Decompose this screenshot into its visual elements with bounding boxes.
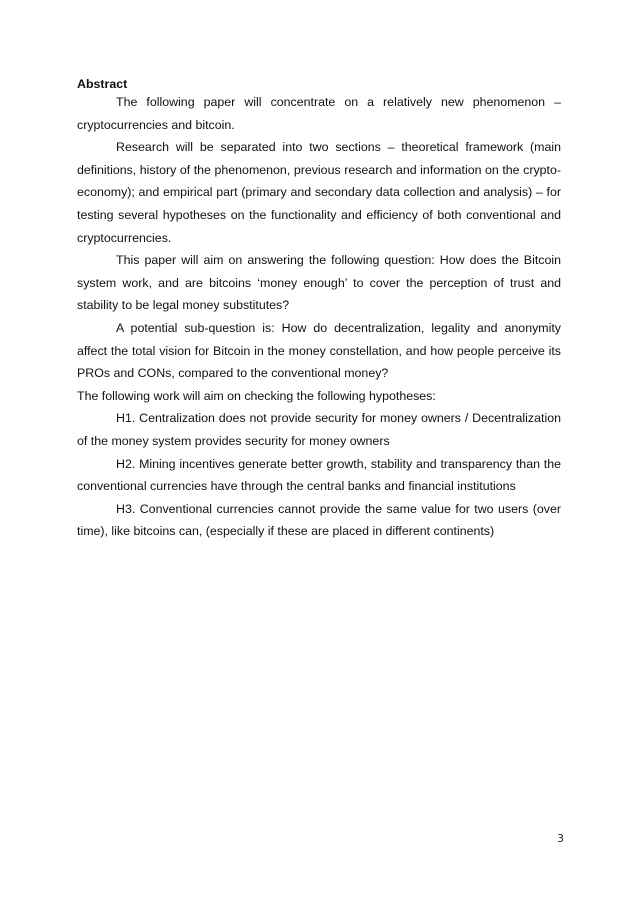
paragraph: H3. Conventional currencies cannot provide the same value for two users (over time), like bitcoins can, (especially if these are placed in different continents) (77, 501, 561, 539)
section-heading: Abstract (77, 77, 128, 91)
page-content (77, 77, 561, 543)
paragraph: A potential sub-question is: How do decentralization, legality and anonymity affect the total vision for Bitcoin in the money constellation, and how people perceive its PROs and CONs, compared to the conventional money? (77, 320, 561, 381)
paragraph-list (77, 91, 561, 543)
paragraph: This paper will aim on answering the following question: How does the Bitcoin system work, and are bitcoins ‘money enough’ to cover the perception of trust and stability to be legal money substitutes? (77, 253, 561, 313)
page-number: 3 (557, 832, 564, 845)
paragraph: Research will be separated into two sections – theoretical framework (main definitions, history of the phenomenon, previous research and information on the crypto-economy); and empirical part (primary and secondary data collection and analysis) – for testing several hypotheses on the functionality and efficiency of both conventional and cryptocurrencies. (77, 140, 561, 245)
paragraph: H1. Centralization does not provide security for money owners / Decentralization of the money system provides security for money owners (77, 411, 561, 448)
paragraph: The following paper will concentrate on a relatively new phenomenon – cryptocurrencies and bitcoin. (77, 95, 561, 132)
paragraph: H2. Mining incentives generate better growth, stability and transparency than the conventional currencies have through the central banks and financial institutions (77, 456, 561, 494)
paragraph: The following work will aim on checking the following hypotheses: (77, 388, 436, 403)
